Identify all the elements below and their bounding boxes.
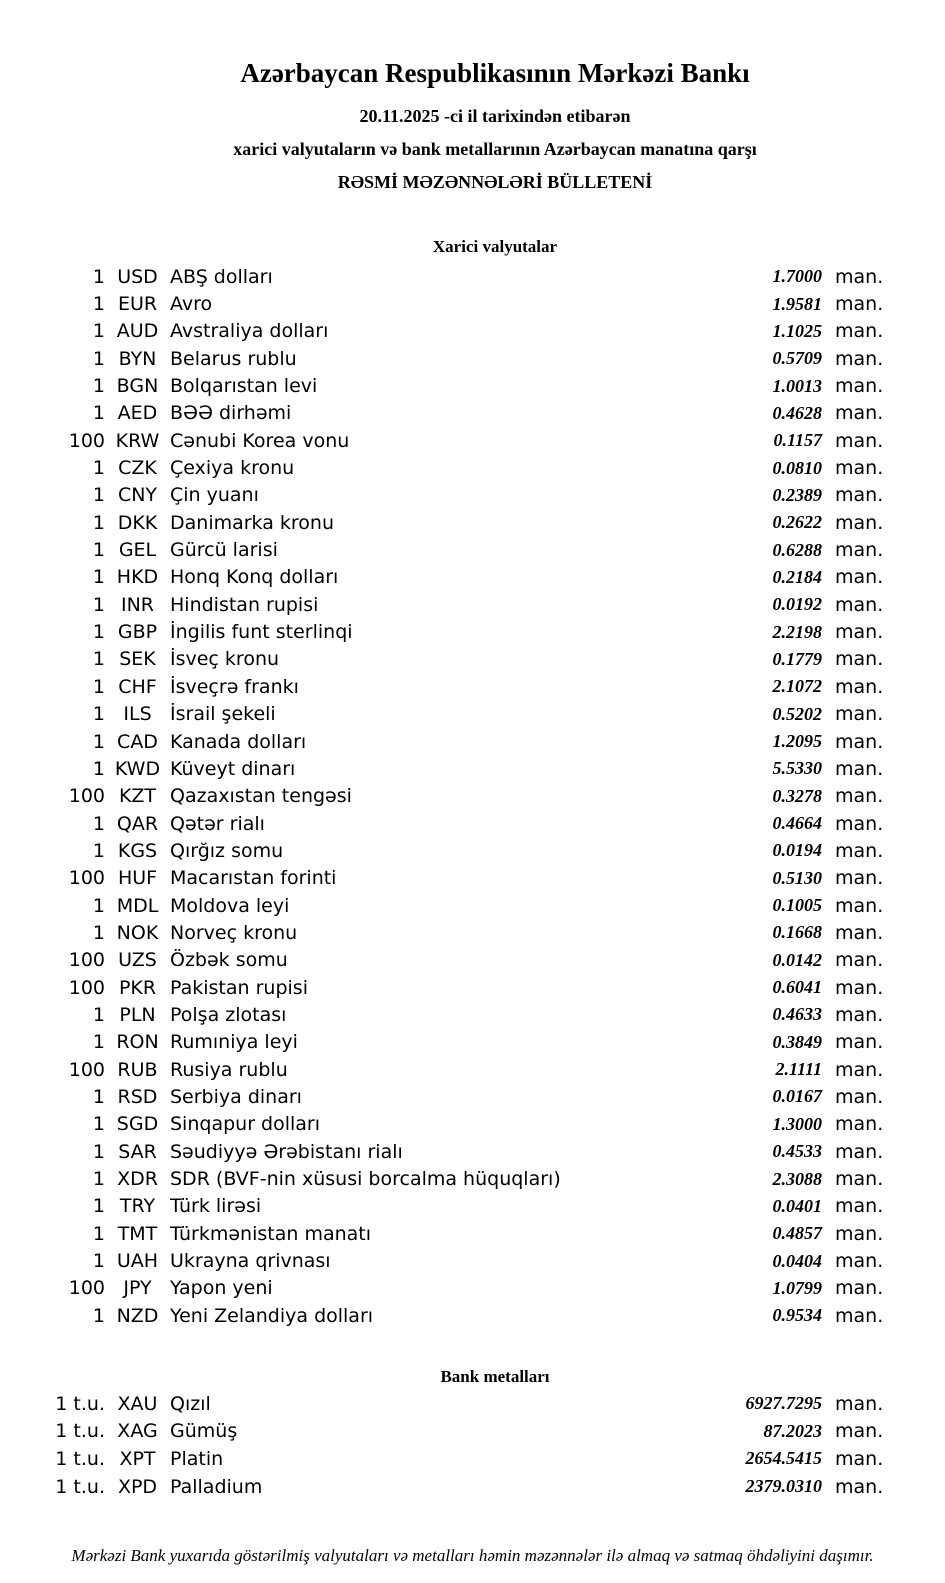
metal-rate-unit: man. — [835, 1475, 884, 1498]
currency-quantity: 1 — [92, 593, 105, 616]
metal-rate: 6927.7295 — [745, 1393, 822, 1414]
currency-code: BYN — [118, 347, 157, 370]
metal-name: Palladium — [170, 1475, 263, 1498]
currency-code: GEL — [118, 539, 157, 562]
currency-rate: 2.3088 — [772, 1168, 822, 1189]
currency-name: Moldova leyi — [170, 894, 290, 917]
currency-quantity: 1 — [92, 484, 105, 507]
currency-quantity: 1 — [92, 839, 105, 862]
currency-rate: 0.3849 — [772, 1031, 822, 1052]
currency-rate: 0.5130 — [772, 867, 822, 888]
currency-name: Qazaxıstan tengəsi — [170, 785, 352, 808]
currency-code: RUB — [117, 1058, 158, 1081]
currency-quantity: 1 — [92, 648, 105, 671]
currency-quantity: 1 — [92, 675, 105, 698]
currency-row — [0, 427, 890, 454]
currency-code: QAR — [116, 812, 159, 835]
metal-code: XPD — [117, 1475, 158, 1498]
page-title: Azərbaycan Respublikasının Mərkəzi Bankı — [240, 58, 750, 88]
currency-rate-unit: man. — [835, 812, 884, 835]
currency-row — [0, 783, 890, 810]
currency-rate-unit: man. — [835, 785, 884, 808]
metal-rate: 2654.5415 — [745, 1448, 822, 1469]
currency-quantity: 100 — [68, 1277, 105, 1300]
currency-code: PKR — [118, 976, 157, 999]
currency-rate-unit: man. — [835, 621, 884, 644]
currencies-table — [0, 263, 890, 1329]
currency-quantity: 1 — [92, 511, 105, 534]
currency-rate: 0.6041 — [772, 977, 822, 998]
currency-row — [0, 728, 890, 755]
currency-code: JPY — [123, 1277, 152, 1300]
currency-name: BƏƏ dirhəmi — [170, 402, 292, 425]
currency-code: HKD — [116, 566, 159, 589]
currency-rate: 0.2622 — [772, 512, 822, 533]
currency-rate: 0.4633 — [772, 1004, 822, 1025]
currency-row — [0, 1220, 890, 1247]
currency-name: Cənubi Korea vonu — [170, 429, 350, 452]
currency-quantity: 1 — [92, 539, 105, 562]
metal-quantity: 1 t.u. — [55, 1447, 105, 1470]
currency-name: Danimarka kronu — [170, 511, 335, 534]
currency-code: SEK — [119, 648, 156, 671]
currency-row — [0, 564, 890, 591]
currency-name: Honq Konq dolları — [170, 566, 339, 589]
currency-rate-unit: man. — [835, 1168, 884, 1191]
currency-row — [0, 646, 890, 673]
currency-row — [0, 400, 890, 427]
currency-name: Türkmənistan manatı — [170, 1222, 372, 1245]
currency-rate-unit: man. — [835, 703, 884, 726]
currency-name: Türk lirəsi — [170, 1195, 262, 1218]
currency-row — [0, 755, 890, 782]
currency-code: TRY — [119, 1195, 156, 1218]
currency-name: Özbək somu — [170, 949, 288, 972]
metal-rate: 2379.0310 — [745, 1476, 822, 1497]
currency-name: Gürcü larisi — [170, 539, 278, 562]
currency-rate-unit: man. — [835, 1195, 884, 1218]
currency-rate-unit: man. — [835, 375, 884, 398]
currency-row — [0, 345, 890, 372]
currency-rate-unit: man. — [835, 511, 884, 534]
currency-name: Avro — [170, 293, 213, 316]
currency-code: NZD — [116, 1304, 159, 1327]
currency-quantity: 100 — [68, 429, 105, 452]
metal-code: XPT — [119, 1447, 156, 1470]
currency-row — [0, 1111, 890, 1138]
currency-rate-unit: man. — [835, 976, 884, 999]
currency-rate-unit: man. — [835, 1058, 884, 1081]
currency-code: UAH — [116, 1250, 159, 1273]
currency-code: GBP — [117, 621, 158, 644]
currency-name: İsrail şekeli — [170, 703, 276, 726]
metal-code: XAU — [117, 1392, 158, 1415]
metal-quantity: 1 t.u. — [55, 1392, 105, 1415]
currency-rate-unit: man. — [835, 1085, 884, 1108]
currency-row — [0, 673, 890, 700]
currency-rate: 0.6288 — [772, 539, 822, 560]
currency-quantity: 1 — [92, 1031, 105, 1054]
currency-rate-unit: man. — [835, 593, 884, 616]
currency-name: Yeni Zelandiya dolları — [170, 1304, 374, 1327]
currency-code: KGS — [117, 839, 158, 862]
currency-name: Hindistan rupisi — [170, 593, 319, 616]
currency-code: KRW — [115, 429, 160, 452]
currency-rate-unit: man. — [835, 757, 884, 780]
currency-code: NOK — [116, 921, 159, 944]
currency-row — [0, 865, 890, 892]
currency-rate-unit: man. — [835, 457, 884, 480]
currencies-section-heading: Xarici valyutalar — [432, 237, 558, 256]
currency-code: USD — [117, 265, 158, 288]
currency-quantity: 1 — [92, 1113, 105, 1136]
currency-name: Qırğız somu — [170, 839, 284, 862]
currency-rate: 0.1157 — [773, 430, 822, 451]
metal-code: XAG — [117, 1420, 158, 1443]
currency-rate-unit: man. — [835, 1222, 884, 1245]
currency-name: İsveç kronu — [170, 648, 280, 671]
currency-row — [0, 1275, 890, 1302]
currency-rate-unit: man. — [835, 867, 884, 890]
currency-quantity: 1 — [92, 757, 105, 780]
currency-name: Ukrayna qrivnası — [170, 1250, 331, 1273]
currency-code: ILS — [123, 703, 152, 726]
currency-rate: 0.4664 — [772, 813, 822, 834]
currency-rate: 0.1668 — [772, 922, 822, 943]
currency-rate-unit: man. — [835, 539, 884, 562]
currency-name: Çin yuanı — [170, 484, 259, 507]
metal-rate-unit: man. — [835, 1392, 884, 1415]
currency-name: Yapon yeni — [170, 1277, 273, 1300]
currency-rate-unit: man. — [835, 1003, 884, 1026]
currency-row — [0, 1056, 890, 1083]
currency-row — [0, 1001, 890, 1028]
currency-rate-unit: man. — [835, 648, 884, 671]
currency-row — [0, 810, 890, 837]
currency-rate: 0.1779 — [772, 648, 822, 669]
currency-code: EUR — [117, 293, 158, 316]
currency-row — [0, 892, 890, 919]
currency-code: DKK — [117, 511, 158, 534]
currency-code: CHF — [118, 675, 157, 698]
currency-name: Rusiya rublu — [170, 1058, 288, 1081]
metal-rate-unit: man. — [835, 1447, 884, 1470]
metal-row — [0, 1473, 890, 1501]
metal-quantity: 1 t.u. — [55, 1420, 105, 1443]
currency-name: Rumıniya leyi — [170, 1031, 298, 1054]
currency-name: Norveç kronu — [170, 921, 298, 944]
currency-name: Macarıstan forinti — [170, 867, 337, 890]
currency-rate-unit: man. — [835, 675, 884, 698]
currency-name: İngilis funt sterlinqi — [170, 621, 353, 644]
currency-quantity: 1 — [92, 347, 105, 370]
currency-code: MDL — [116, 894, 159, 917]
currency-quantity: 1 — [92, 921, 105, 944]
currency-rate: 1.0013 — [772, 375, 822, 396]
currency-rate-unit: man. — [835, 1250, 884, 1273]
currency-code: HUF — [117, 867, 158, 890]
currency-rate-unit: man. — [835, 1304, 884, 1327]
currency-code: PLN — [119, 1003, 156, 1026]
currency-row — [0, 974, 890, 1001]
currency-code: SAR — [118, 1140, 157, 1163]
currency-code: TMT — [117, 1222, 158, 1245]
currency-rate-unit: man. — [835, 402, 884, 425]
currency-rate: 0.0194 — [772, 840, 822, 861]
currency-row — [0, 1029, 890, 1056]
currency-rate: 0.0192 — [772, 594, 822, 615]
currency-name: SDR (BVF-nin xüsusi borcalma hüquqları) — [170, 1168, 561, 1191]
currency-code: KWD — [114, 757, 161, 780]
currency-rate-unit: man. — [835, 839, 884, 862]
currency-rate: 1.0799 — [772, 1277, 822, 1298]
currency-row — [0, 536, 890, 563]
currency-rate: 1.9581 — [772, 293, 822, 314]
currency-name: Küveyt dinarı — [170, 757, 296, 780]
currency-rate: 1.3000 — [772, 1113, 822, 1134]
currency-rate: 0.0167 — [772, 1086, 822, 1107]
currency-rate: 0.3278 — [772, 785, 822, 806]
metal-name: Platin — [170, 1447, 224, 1470]
currency-quantity: 1 — [92, 1003, 105, 1026]
currency-rate: 0.5709 — [772, 348, 822, 369]
currency-rate-unit: man. — [835, 1113, 884, 1136]
currency-row — [0, 919, 890, 946]
currency-rate: 0.4533 — [772, 1141, 822, 1162]
currency-rate: 0.0404 — [772, 1250, 822, 1271]
currency-quantity: 1 — [92, 730, 105, 753]
currency-name: Avstraliya dolları — [170, 320, 329, 343]
currency-quantity: 1 — [92, 1140, 105, 1163]
currency-quantity: 100 — [68, 867, 105, 890]
currency-quantity: 1 — [92, 1085, 105, 1108]
currency-quantity: 1 — [92, 703, 105, 726]
currency-rate-unit: man. — [835, 429, 884, 452]
currency-rate-unit: man. — [835, 949, 884, 972]
disclaimer-note: Mərkəzi Bank yuxarıda göstərilmiş valyutaları və metalları həmin məzənnələr ilə almaq və satmaq öhdəliyini daşımır. — [71, 1546, 874, 1565]
currency-code: RSD — [117, 1085, 158, 1108]
currency-code: XDR — [117, 1168, 158, 1191]
currency-quantity: 1 — [92, 320, 105, 343]
currency-quantity: 1 — [92, 566, 105, 589]
currency-row — [0, 837, 890, 864]
currency-name: Sinqapur dolları — [170, 1113, 321, 1136]
currency-rate-unit: man. — [835, 347, 884, 370]
currency-quantity: 1 — [92, 894, 105, 917]
currency-rate: 0.0810 — [772, 457, 822, 478]
currency-rate: 0.9534 — [772, 1305, 822, 1326]
metal-name: Qızıl — [170, 1392, 211, 1415]
currency-code: CAD — [117, 730, 158, 753]
currency-code: KZT — [118, 785, 157, 808]
currency-code: INR — [120, 593, 155, 616]
currency-rate-unit: man. — [835, 566, 884, 589]
currency-row — [0, 290, 890, 317]
currency-row — [0, 454, 890, 481]
metals-table — [0, 1390, 890, 1500]
currency-name: Bolqarıstan levi — [170, 375, 318, 398]
currency-row — [0, 318, 890, 345]
currency-code: BGN — [116, 375, 159, 398]
currency-quantity: 1 — [92, 812, 105, 835]
currency-row — [0, 1302, 890, 1329]
currency-rate-unit: man. — [835, 484, 884, 507]
currency-code: UZS — [118, 949, 157, 972]
currency-name: Serbiya dinarı — [170, 1085, 302, 1108]
metal-quantity: 1 t.u. — [55, 1475, 105, 1498]
currency-rate: 0.4628 — [772, 402, 822, 423]
currency-rate-unit: man. — [835, 730, 884, 753]
currency-row — [0, 1165, 890, 1192]
currency-quantity: 100 — [68, 949, 105, 972]
currency-rate: 0.2184 — [772, 566, 822, 587]
currency-rate: 1.7000 — [772, 266, 822, 287]
currency-name: Qətər rialı — [170, 812, 265, 835]
currency-name: Pakistan rupisi — [170, 976, 308, 999]
currency-name: Çexiya kronu — [170, 457, 295, 480]
currency-code: RON — [116, 1031, 159, 1054]
currency-code: AUD — [116, 320, 159, 343]
currency-rate-unit: man. — [835, 320, 884, 343]
currency-rate: 0.0142 — [772, 949, 822, 970]
currency-code: CNY — [117, 484, 158, 507]
currency-name: ABŞ dolları — [170, 265, 273, 288]
currency-row — [0, 1247, 890, 1274]
currency-quantity: 1 — [92, 1304, 105, 1327]
currency-row — [0, 263, 890, 290]
currency-name: İsveçrə frankı — [170, 675, 299, 698]
currency-rate-unit: man. — [835, 921, 884, 944]
currency-quantity: 1 — [92, 1195, 105, 1218]
currency-row — [0, 482, 890, 509]
currency-rate: 2.2198 — [772, 621, 822, 642]
currency-rate: 0.4857 — [772, 1223, 822, 1244]
currency-code: SGD — [116, 1113, 159, 1136]
currency-quantity: 1 — [92, 457, 105, 480]
subtitle-line: xarici valyutaların və bank metallarının Azərbaycan manatına qarşı — [233, 139, 757, 159]
currency-rate: 1.2095 — [772, 731, 822, 752]
currency-name: Polşa zlotası — [170, 1003, 287, 1026]
currency-row — [0, 618, 890, 645]
currency-row — [0, 947, 890, 974]
currency-rate-unit: man. — [835, 293, 884, 316]
currency-rate-unit: man. — [835, 894, 884, 917]
currency-quantity: 1 — [92, 1168, 105, 1191]
currency-rate: 1.1025 — [772, 320, 822, 341]
currency-rate-unit: man. — [835, 1031, 884, 1054]
currency-rate: 0.0401 — [772, 1195, 822, 1216]
currency-row — [0, 701, 890, 728]
currency-rate: 0.5202 — [772, 703, 822, 724]
currency-quantity: 1 — [92, 1222, 105, 1245]
currency-rate-unit: man. — [835, 1277, 884, 1300]
currency-quantity: 1 — [92, 402, 105, 425]
metal-row — [0, 1390, 890, 1418]
currency-row — [0, 1193, 890, 1220]
currency-quantity: 1 — [92, 1250, 105, 1273]
currency-rate: 0.2389 — [772, 484, 822, 505]
currency-name: Səudiyyə Ərəbistanı rialı — [170, 1140, 403, 1163]
currency-quantity: 100 — [68, 976, 105, 999]
currency-rate: 2.1072 — [772, 676, 822, 697]
bulletin-title-line: RƏSMİ MƏZƏNNƏLƏRİ BÜLLETENİ — [337, 172, 653, 192]
currency-quantity: 1 — [92, 293, 105, 316]
effective-date-line: 20.11.2025 -ci il tarixindən etibarən — [359, 106, 631, 126]
metals-section-heading: Bank metalları — [440, 1367, 550, 1386]
currency-quantity: 1 — [92, 265, 105, 288]
currency-quantity: 1 — [92, 375, 105, 398]
metal-rate: 87.2023 — [763, 1420, 822, 1441]
metal-row — [0, 1418, 890, 1446]
currency-row — [0, 372, 890, 399]
currency-quantity: 1 — [92, 621, 105, 644]
currency-row — [0, 509, 890, 536]
metal-row — [0, 1445, 890, 1473]
metal-rate-unit: man. — [835, 1420, 884, 1443]
currency-name: Kanada dolları — [170, 730, 307, 753]
currency-rate: 0.1005 — [772, 895, 822, 916]
currency-code: CZK — [118, 457, 157, 480]
currency-row — [0, 1138, 890, 1165]
currency-rate: 2.1111 — [775, 1059, 822, 1080]
currency-code: AED — [117, 402, 158, 425]
currency-rate-unit: man. — [835, 265, 884, 288]
currency-quantity: 100 — [68, 1058, 105, 1081]
currency-quantity: 100 — [68, 785, 105, 808]
metal-name: Gümüş — [170, 1420, 238, 1443]
currency-row — [0, 591, 890, 618]
currency-rate-unit: man. — [835, 1140, 884, 1163]
bulletin-header — [45, 56, 945, 194]
currency-row — [0, 1083, 890, 1110]
currency-rate: 5.5330 — [772, 758, 822, 779]
currency-name: Belarus rublu — [170, 347, 297, 370]
